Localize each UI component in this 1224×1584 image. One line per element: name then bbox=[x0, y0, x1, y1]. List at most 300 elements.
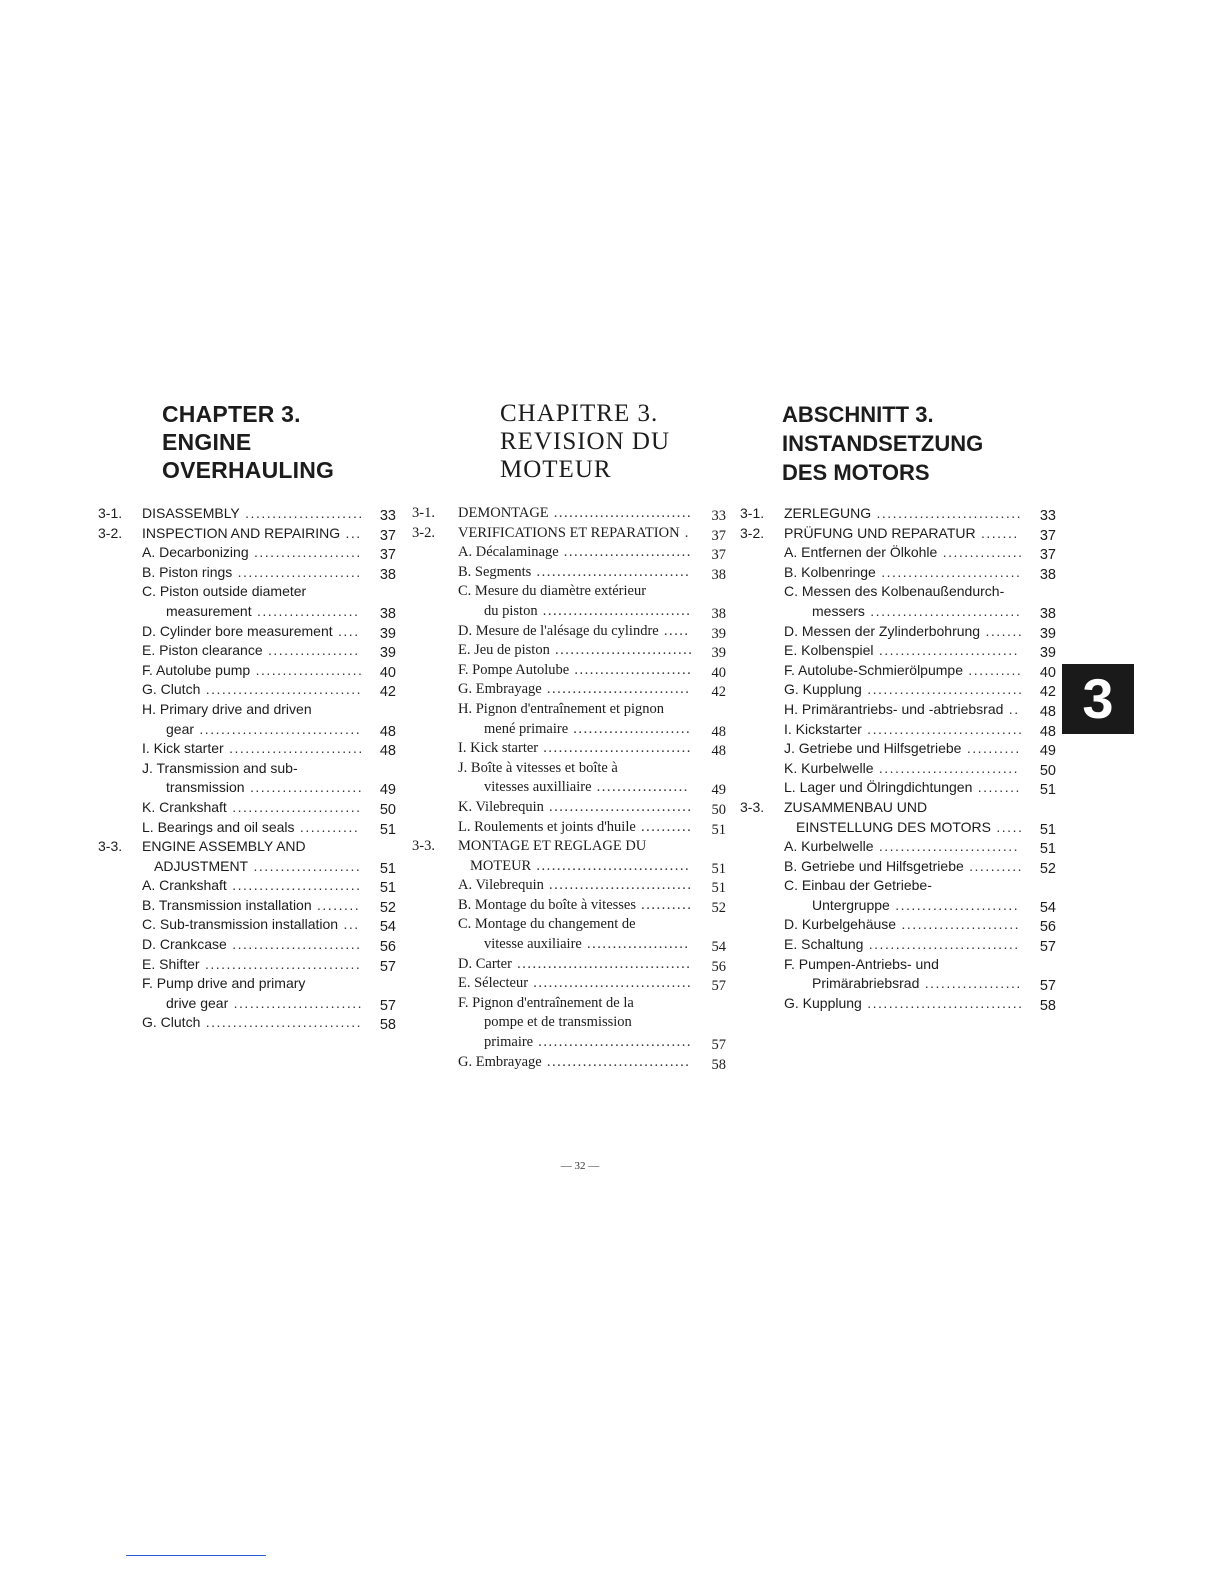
entry-label: C. Einbau der Getriebe- bbox=[784, 877, 932, 894]
entry-label: measurement bbox=[166, 602, 252, 619]
entry-label: primaire bbox=[484, 1034, 534, 1051]
entry-label: B. Getriebe und Hilfsgetriebe bbox=[784, 857, 964, 874]
dot-leader: ... bbox=[340, 524, 362, 541]
page-number: — 32 — bbox=[560, 1160, 600, 1172]
dot-leader: ....... bbox=[975, 524, 1019, 541]
toc-entry bbox=[740, 700, 1058, 720]
entry-label: vitesses auxilliaire bbox=[484, 779, 592, 796]
dot-leader: .......... bbox=[961, 740, 1021, 757]
toc-entry bbox=[740, 974, 1058, 994]
dot-leader: ........................ bbox=[226, 798, 362, 815]
entry-label: I. Kick starter bbox=[458, 740, 539, 757]
entry-label: F. Pompe Autolube bbox=[458, 661, 570, 678]
toc-entry bbox=[98, 739, 398, 759]
page-ref: 48 bbox=[379, 723, 396, 740]
toc-entry bbox=[740, 524, 1058, 544]
toc-entry bbox=[412, 602, 728, 622]
toc-entry bbox=[98, 622, 398, 642]
entry-label: Primärabriebsrad bbox=[812, 975, 920, 992]
entry-label: gear bbox=[166, 720, 195, 737]
entry-label: F. Autolube pump bbox=[142, 661, 251, 678]
toc-entry bbox=[98, 837, 398, 857]
page-ref: 39 bbox=[379, 625, 396, 642]
page-ref: 48 bbox=[1039, 723, 1056, 740]
entry-label: E. Jeu de piston bbox=[458, 642, 550, 659]
page-ref: 51 bbox=[711, 821, 726, 838]
entry-label: L. Roulements et joints d'huile bbox=[458, 818, 636, 835]
chapter-tab: 3 bbox=[1062, 664, 1134, 734]
page-ref: 54 bbox=[379, 919, 396, 936]
toc-entry bbox=[98, 1013, 398, 1033]
toc-entry bbox=[740, 935, 1058, 955]
toc-entry bbox=[98, 602, 398, 622]
dot-leader: ................. bbox=[262, 642, 360, 659]
entry-label: K. Vilebrequin bbox=[458, 798, 544, 815]
dot-leader: .......... bbox=[635, 818, 693, 835]
entry-label: A. Kurbelwelle bbox=[784, 838, 874, 855]
page-ref: 48 bbox=[711, 743, 726, 759]
page-ref: 38 bbox=[711, 605, 726, 622]
dot-leader: ............................... bbox=[528, 975, 693, 992]
toc-entry bbox=[98, 504, 398, 524]
entry-label: D. Crankcase bbox=[142, 936, 227, 953]
page-ref: 48 bbox=[379, 743, 396, 759]
toc-entry bbox=[740, 994, 1058, 1014]
entry-label: K. Kurbelwelle bbox=[784, 759, 874, 776]
dot-leader: ............................ bbox=[541, 1053, 691, 1070]
section-number: 3-3. bbox=[412, 838, 435, 855]
column-french bbox=[412, 400, 728, 1072]
page-ref: 38 bbox=[379, 566, 396, 583]
dot-leader: ......................... bbox=[223, 740, 364, 757]
entry-label: B. Piston rings bbox=[142, 563, 233, 580]
dot-leader: ....... bbox=[980, 622, 1024, 639]
entry-label: INSPECTION AND REPAIRING bbox=[142, 524, 341, 541]
entry-label: D. Messen der Zylinderbohrung bbox=[784, 622, 981, 639]
dot-leader: .. bbox=[1003, 700, 1020, 717]
page-ref: 49 bbox=[379, 782, 396, 798]
toc-entry bbox=[740, 563, 1058, 583]
entry-label: C. Sub-transmission installation bbox=[142, 916, 339, 933]
dot-leader: .................. bbox=[591, 779, 689, 796]
dot-leader: ....................... bbox=[569, 661, 693, 678]
toc-entry bbox=[412, 563, 728, 583]
page-ref: 37 bbox=[711, 527, 726, 544]
page-ref: 57 bbox=[379, 997, 396, 1014]
page-ref: 50 bbox=[379, 801, 396, 818]
page-ref: 50 bbox=[711, 801, 726, 818]
toc-entry bbox=[98, 935, 398, 955]
toc-entry bbox=[740, 837, 1058, 857]
toc-entry bbox=[412, 798, 728, 818]
toc-entry bbox=[740, 622, 1058, 642]
toc-entry bbox=[740, 720, 1058, 740]
toc-entry bbox=[412, 622, 728, 642]
toc-entry bbox=[98, 778, 398, 798]
page-ref: 37 bbox=[1039, 527, 1056, 544]
section-number: 3-1. bbox=[412, 505, 435, 521]
entry-label: A. Crankshaft bbox=[142, 877, 227, 894]
dot-leader: .......................... bbox=[873, 838, 1020, 855]
entry-label: E. Kolbenspiel bbox=[784, 642, 874, 659]
entry-label: C. Montage du changement de bbox=[458, 916, 636, 933]
entry-label: B. Kolbenringe bbox=[784, 563, 876, 580]
page-ref: 52 bbox=[379, 899, 396, 916]
page-ref: 51 bbox=[1039, 821, 1056, 838]
dot-leader: ............................ bbox=[543, 798, 693, 815]
toc-entry bbox=[98, 720, 398, 740]
toc-entry bbox=[98, 700, 398, 720]
dot-leader: .................................. bbox=[511, 955, 692, 972]
entry-label: vitesse auxiliaire bbox=[484, 936, 582, 953]
page-ref: 37 bbox=[711, 547, 726, 563]
entry-label: EINSTELLUNG DES MOTORS bbox=[796, 818, 992, 835]
toc-entry bbox=[740, 778, 1058, 798]
page-ref: 42 bbox=[379, 684, 396, 700]
toc-entry bbox=[740, 915, 1058, 935]
entry-label: E. Shifter bbox=[142, 955, 200, 972]
page-ref: 56 bbox=[711, 958, 726, 975]
dot-leader: ............................ bbox=[543, 877, 693, 894]
toc-list-german bbox=[740, 504, 1058, 1013]
dot-leader: ............................. bbox=[537, 602, 692, 619]
entry-label: G. Kupplung bbox=[784, 994, 862, 1011]
toc-entry bbox=[98, 661, 398, 681]
section-number: 3-3. bbox=[98, 838, 123, 855]
toc-entry bbox=[740, 641, 1058, 661]
page-ref: 51 bbox=[1039, 841, 1056, 857]
toc-entry bbox=[740, 582, 1058, 602]
toc-entry bbox=[98, 974, 398, 994]
entry-label: ENGINE ASSEMBLY AND bbox=[142, 838, 306, 855]
page-ref: 58 bbox=[379, 1017, 396, 1034]
page-ref: 39 bbox=[1039, 625, 1056, 642]
toc-entry bbox=[412, 896, 728, 916]
entry-label: F. Pignon d'entraînement de la bbox=[458, 994, 634, 1011]
toc-entry bbox=[412, 700, 728, 720]
entry-label: DEMONTAGE bbox=[458, 505, 549, 521]
page-ref: 49 bbox=[1039, 743, 1056, 759]
toc-entry bbox=[98, 641, 398, 661]
toc-entry bbox=[412, 524, 728, 544]
dot-leader: ........................... bbox=[548, 505, 693, 521]
toc-entry bbox=[740, 543, 1058, 563]
entry-label: ZUSAMMENBAU UND bbox=[784, 798, 928, 815]
toc-entry bbox=[98, 994, 398, 1014]
toc-entry bbox=[98, 818, 398, 838]
toc-entry bbox=[740, 739, 1058, 759]
entry-label: J. Boîte à vitesses et boîte à bbox=[458, 759, 618, 776]
entry-label: A. Entfernen der Ölkohle bbox=[784, 544, 938, 561]
entry-label: J. Getriebe und Hilfsgetriebe bbox=[784, 740, 962, 757]
section-number: 3-3. bbox=[740, 798, 765, 815]
entry-label: I. Kickstarter bbox=[784, 720, 862, 737]
toc-entry bbox=[412, 778, 728, 798]
toc-entry bbox=[412, 876, 728, 896]
dot-leader: ............... bbox=[937, 544, 1024, 561]
page-ref: 51 bbox=[711, 860, 726, 877]
entry-label: G. Kupplung bbox=[784, 681, 862, 698]
section-number: 3-2. bbox=[740, 524, 765, 541]
entry-label: PRÜFUNG UND REPARATUR bbox=[784, 524, 976, 541]
column-english bbox=[98, 400, 398, 1033]
entry-label: H. Primärantriebs- und -abtriebsrad bbox=[784, 700, 1004, 717]
dot-leader: ....................... bbox=[889, 896, 1020, 913]
dot-leader: ....................... bbox=[232, 563, 362, 580]
entry-label: J. Transmission and sub- bbox=[142, 759, 298, 776]
entry-label: C. Mesure du diamètre extérieur bbox=[458, 583, 647, 600]
dot-leader: ............................. bbox=[200, 1014, 363, 1031]
entry-label: H. Primary drive and driven bbox=[142, 700, 312, 717]
page-ref: 40 bbox=[379, 664, 396, 681]
chapter-title-french: CHAPITRE 3. REVISION DU MOTEUR bbox=[500, 400, 671, 483]
toc-entry bbox=[740, 876, 1058, 896]
dot-leader: ....................... bbox=[568, 720, 692, 737]
toc-entry bbox=[412, 1013, 728, 1033]
page-ref: 57 bbox=[1039, 939, 1056, 955]
entry-label: D. Carter bbox=[458, 955, 512, 972]
page-ref: 40 bbox=[711, 664, 726, 681]
entry-label: H. Pignon d'entraînement et pignon bbox=[458, 700, 664, 717]
entry-label: G. Clutch bbox=[142, 1014, 201, 1031]
toc-entry bbox=[412, 720, 728, 740]
dot-leader: .................. bbox=[919, 975, 1022, 992]
dot-leader: ..................... bbox=[244, 779, 364, 796]
entry-label: ZERLEGUNG bbox=[784, 505, 872, 521]
toc-entry bbox=[98, 857, 398, 877]
section-number: 3-1. bbox=[98, 505, 123, 521]
dot-leader: ............................. bbox=[199, 955, 362, 972]
page-ref: 57 bbox=[711, 1037, 726, 1053]
entry-label: L. Lager und Ölringdichtungen bbox=[784, 779, 973, 796]
entry-label: G. Embrayage bbox=[458, 1053, 542, 1070]
page-ref: 37 bbox=[379, 527, 396, 544]
toc-list-english bbox=[98, 504, 398, 1033]
toc-entry bbox=[412, 1053, 728, 1073]
toc-entry bbox=[98, 915, 398, 935]
page-ref: 51 bbox=[379, 880, 396, 896]
dot-leader: .................... bbox=[250, 661, 364, 678]
page-ref: 54 bbox=[1039, 899, 1056, 916]
dot-leader: ........................... bbox=[549, 642, 694, 659]
dot-leader: .............................. bbox=[533, 1034, 692, 1051]
page-ref: 39 bbox=[379, 645, 396, 661]
page-ref: 39 bbox=[1039, 645, 1056, 661]
entry-label: F. Autolube-Schmierölpumpe bbox=[784, 661, 963, 678]
page-ref: 38 bbox=[1039, 566, 1056, 583]
page-ref: 40 bbox=[1039, 664, 1056, 681]
toc-entry bbox=[412, 641, 728, 661]
entry-label: drive gear bbox=[166, 994, 229, 1011]
entry-label: F. Pumpen-Antriebs- und bbox=[784, 955, 939, 972]
entry-label: E. Schaltung bbox=[784, 936, 864, 953]
toc-entry bbox=[412, 680, 728, 700]
entry-label: A. Vilebrequin bbox=[458, 877, 544, 894]
page-ref: 57 bbox=[711, 978, 726, 994]
toc-entry bbox=[98, 759, 398, 779]
toc-entry bbox=[412, 543, 728, 563]
entry-label: G. Embrayage bbox=[458, 681, 542, 698]
page-ref: 56 bbox=[1039, 919, 1056, 936]
toc-entry bbox=[412, 837, 728, 857]
entry-label: C. Piston outside diameter bbox=[142, 583, 307, 600]
dot-leader: .......................... bbox=[875, 563, 1022, 580]
page-ref: 51 bbox=[1039, 782, 1056, 798]
toc-list-french bbox=[412, 504, 728, 1072]
page-ref: 51 bbox=[711, 880, 726, 896]
dot-leader: ........................ bbox=[226, 877, 362, 894]
chapter-title-english: CHAPTER 3. ENGINE OVERHAULING bbox=[162, 401, 335, 483]
entry-label: du piston bbox=[484, 602, 538, 619]
dot-leader: .......... bbox=[636, 896, 693, 913]
toc-entry bbox=[412, 915, 728, 935]
page-ref: 57 bbox=[379, 958, 396, 975]
dot-leader: ..... bbox=[991, 818, 1024, 835]
entry-label: B. Segments bbox=[458, 563, 532, 580]
toc-entry bbox=[740, 857, 1058, 877]
dot-leader: .............................. bbox=[531, 857, 691, 874]
entry-label: B. Montage du boîte à vitesses bbox=[458, 896, 637, 913]
dot-leader: ............................ bbox=[863, 936, 1020, 953]
page-ref: 38 bbox=[1039, 605, 1056, 622]
section-number: 3-2. bbox=[98, 524, 123, 541]
dot-leader: ................... bbox=[251, 602, 360, 619]
toc-entry bbox=[412, 994, 728, 1014]
entry-label: G. Clutch bbox=[142, 681, 201, 698]
section-number: 3-2. bbox=[412, 524, 435, 541]
entry-label: C. Messen des Kolbenaußendurch- bbox=[784, 583, 1005, 600]
entry-label: A. Decarbonizing bbox=[142, 544, 249, 561]
page-ref: 37 bbox=[1039, 547, 1056, 563]
toc-entry bbox=[412, 857, 728, 877]
dot-leader: . bbox=[679, 524, 690, 541]
entry-label: messers bbox=[812, 602, 865, 619]
section-number: 3-1. bbox=[740, 505, 765, 521]
toc-entry bbox=[740, 661, 1058, 681]
page-ref: 38 bbox=[711, 566, 726, 583]
page-ref: 48 bbox=[711, 723, 726, 740]
toc-entry bbox=[740, 896, 1058, 916]
toc-entry bbox=[412, 1033, 728, 1053]
dot-leader: ............................. bbox=[861, 681, 1024, 698]
page-ref: 48 bbox=[1039, 703, 1056, 720]
toc-entry bbox=[98, 876, 398, 896]
entry-label: E. Sélecteur bbox=[458, 975, 529, 992]
entry-label: K. Crankshaft bbox=[142, 798, 227, 815]
entry-label: DISASSEMBLY bbox=[142, 505, 240, 521]
dot-leader: ........ bbox=[311, 896, 361, 913]
dot-leader: .......... bbox=[963, 857, 1024, 874]
toc-entry bbox=[98, 543, 398, 563]
page-ref: 37 bbox=[379, 547, 396, 563]
toc-entry bbox=[740, 602, 1058, 622]
page-ref: 51 bbox=[379, 860, 396, 877]
page-ref: 42 bbox=[1039, 684, 1056, 700]
dot-leader: .......... bbox=[963, 661, 1023, 678]
page-ref: 33 bbox=[379, 508, 396, 524]
toc-entry bbox=[412, 759, 728, 779]
toc-entry bbox=[740, 955, 1058, 975]
entry-label: MONTAGE ET REGLAGE DU bbox=[458, 838, 647, 855]
toc-entry bbox=[98, 563, 398, 583]
dot-leader: .................... bbox=[581, 936, 690, 953]
dot-leader: ........... bbox=[294, 818, 360, 835]
toc-entry bbox=[412, 955, 728, 975]
dot-leader: ............................. bbox=[861, 994, 1024, 1011]
toc-entry bbox=[740, 680, 1058, 700]
page-ref: 49 bbox=[711, 782, 726, 798]
entry-label: L. Bearings and oil seals bbox=[142, 818, 295, 835]
page-ref: 57 bbox=[1039, 978, 1056, 994]
entry-label: D. Cylinder bore measurement bbox=[142, 622, 333, 639]
dot-leader: ........................... bbox=[871, 505, 1023, 521]
toc-entry bbox=[740, 818, 1058, 838]
dot-leader: ......................... bbox=[558, 544, 692, 561]
page-ref: 42 bbox=[711, 684, 726, 700]
entry-label: Untergruppe bbox=[812, 896, 890, 913]
toc-entry bbox=[412, 504, 728, 524]
toc-entry bbox=[740, 759, 1058, 779]
toc-entry bbox=[412, 974, 728, 994]
toc-entry bbox=[98, 896, 398, 916]
dot-leader: ............................. bbox=[861, 720, 1024, 737]
toc-entry bbox=[98, 680, 398, 700]
column-german bbox=[740, 400, 1058, 1013]
toc-entry bbox=[98, 582, 398, 602]
page-ref: 52 bbox=[711, 899, 726, 916]
dot-leader: .............................. bbox=[194, 720, 362, 737]
dot-leader: ............................. bbox=[538, 740, 692, 757]
entry-label: F. Pump drive and primary bbox=[142, 975, 306, 992]
entry-label: D. Kurbelgehäuse bbox=[784, 916, 897, 933]
toc-entry bbox=[740, 798, 1058, 818]
toc-entry bbox=[98, 798, 398, 818]
dot-leader: .................... bbox=[248, 544, 362, 561]
entry-label: A. Décalaminage bbox=[458, 544, 559, 561]
dot-leader: ........................ bbox=[228, 994, 364, 1011]
entry-label: transmission bbox=[166, 779, 245, 796]
page-ref: 39 bbox=[711, 625, 726, 642]
dot-leader: .......................... bbox=[873, 642, 1020, 659]
page-ref: 58 bbox=[711, 1056, 726, 1073]
page-ref: 33 bbox=[1039, 508, 1056, 524]
dot-leader: ...................... bbox=[239, 505, 364, 521]
toc-entry bbox=[412, 739, 728, 759]
footer-rule bbox=[126, 1555, 266, 1556]
chapter-title-german: ABSCHNITT 3. INSTANDSETZUNG DES MOTORS bbox=[782, 402, 984, 485]
dot-leader: ... bbox=[338, 916, 360, 933]
entry-label: B. Transmission installation bbox=[142, 896, 312, 913]
page-ref: 39 bbox=[711, 645, 726, 661]
dot-leader: ............................ bbox=[864, 602, 1022, 619]
entry-label: E. Piston clearance bbox=[142, 642, 263, 659]
dot-leader: ............................. bbox=[200, 681, 363, 698]
toc-entry bbox=[98, 955, 398, 975]
page-ref: 38 bbox=[379, 605, 396, 622]
dot-leader: .............................. bbox=[531, 563, 691, 580]
dot-leader: .......................... bbox=[873, 759, 1020, 776]
dot-leader: ........................ bbox=[226, 936, 362, 953]
entry-label: I. Kick starter bbox=[142, 740, 224, 757]
toc-entry bbox=[412, 582, 728, 602]
entry-label: mené primaire bbox=[484, 720, 569, 737]
page-ref: 50 bbox=[1039, 762, 1056, 779]
page-ref: 51 bbox=[379, 821, 396, 838]
dot-leader: ............................ bbox=[541, 681, 691, 698]
page-ref: 54 bbox=[711, 939, 726, 955]
dot-leader: ..... bbox=[658, 622, 690, 639]
page-ref: 58 bbox=[1039, 997, 1056, 1014]
